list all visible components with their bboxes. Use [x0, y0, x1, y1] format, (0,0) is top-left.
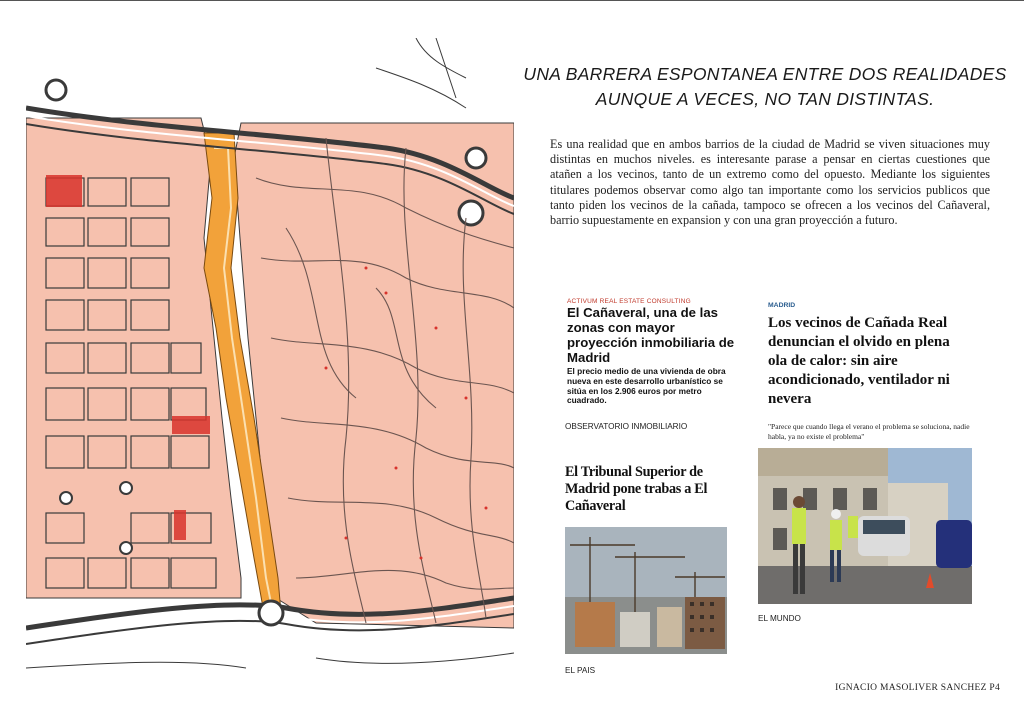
construction-cranes-photo	[565, 527, 727, 654]
urban-plan-svg	[26, 38, 514, 690]
police-checkpoint-photo	[758, 448, 972, 604]
clipping-3-kicker: MADRID	[768, 302, 796, 309]
clipping-3-source: EL MUNDO	[758, 614, 801, 623]
title-line-2: AUNQUE A VECES, NO TAN DISTINTAS.	[595, 89, 935, 109]
title-line-1: UNA BARRERA ESPONTANEA ENTRE DOS REALIDADES	[523, 64, 1007, 84]
clipping-1-source: OBSERVATORIO INMOBILIARIO	[565, 422, 688, 431]
clipping-3-headline: Los vecinos de Cañada Real denuncian el olvido en plena ola de calor: sin aire acondicionado, ventilador ni nevera	[768, 315, 950, 407]
urban-plan-map	[26, 38, 514, 690]
page-title	[520, 62, 1010, 112]
clipping-3-quote: "Parece que cuando llega el verano el problema se soluciona, nadie habla, ya no existe el problema"	[768, 422, 970, 441]
author-credit: IGNACIO MASOLIVER SANCHEZ P4	[835, 683, 1000, 693]
top-rule	[0, 0, 1024, 1]
clipping-2	[565, 464, 727, 654]
intro-text: Es una realidad que en ambos barrios de la ciudad de Madrid se viven situaciones muy distintas en muchos niveles. es interesante parase a pensar en ciertas cuestiones que atañen a los vecinos, tanto de un extremo como del opuesto. Mediante los siguientes titulares podemos observar como algo tan importante como los servicios publicos que tanto piden los vecinos de la cañada, tampoco se ofrecen a los vecinos del Cañaveral, barrio supuestamente en expansion y con una gran proyección a futuro.	[550, 137, 990, 228]
intro-paragraph	[550, 137, 990, 228]
clipping-2-source: EL PAIS	[565, 666, 596, 675]
clipping-1-headline: El Cañaveral, una de las zonas con mayor proyección inmobiliaria de Madrid	[567, 305, 735, 365]
clipping-1-kicker: ACTIVUM REAL ESTATE CONSULTING	[567, 298, 691, 305]
clipping-2-headline: El Tribunal Superior de Madrid pone trabas a El Cañaveral	[565, 464, 708, 514]
clipping-1-subhead: El precio medio de una vivienda de obra nueva en este desarrollo urbanístico se sitúa en los 2.906 euros por metro cuadrado.	[567, 366, 726, 406]
